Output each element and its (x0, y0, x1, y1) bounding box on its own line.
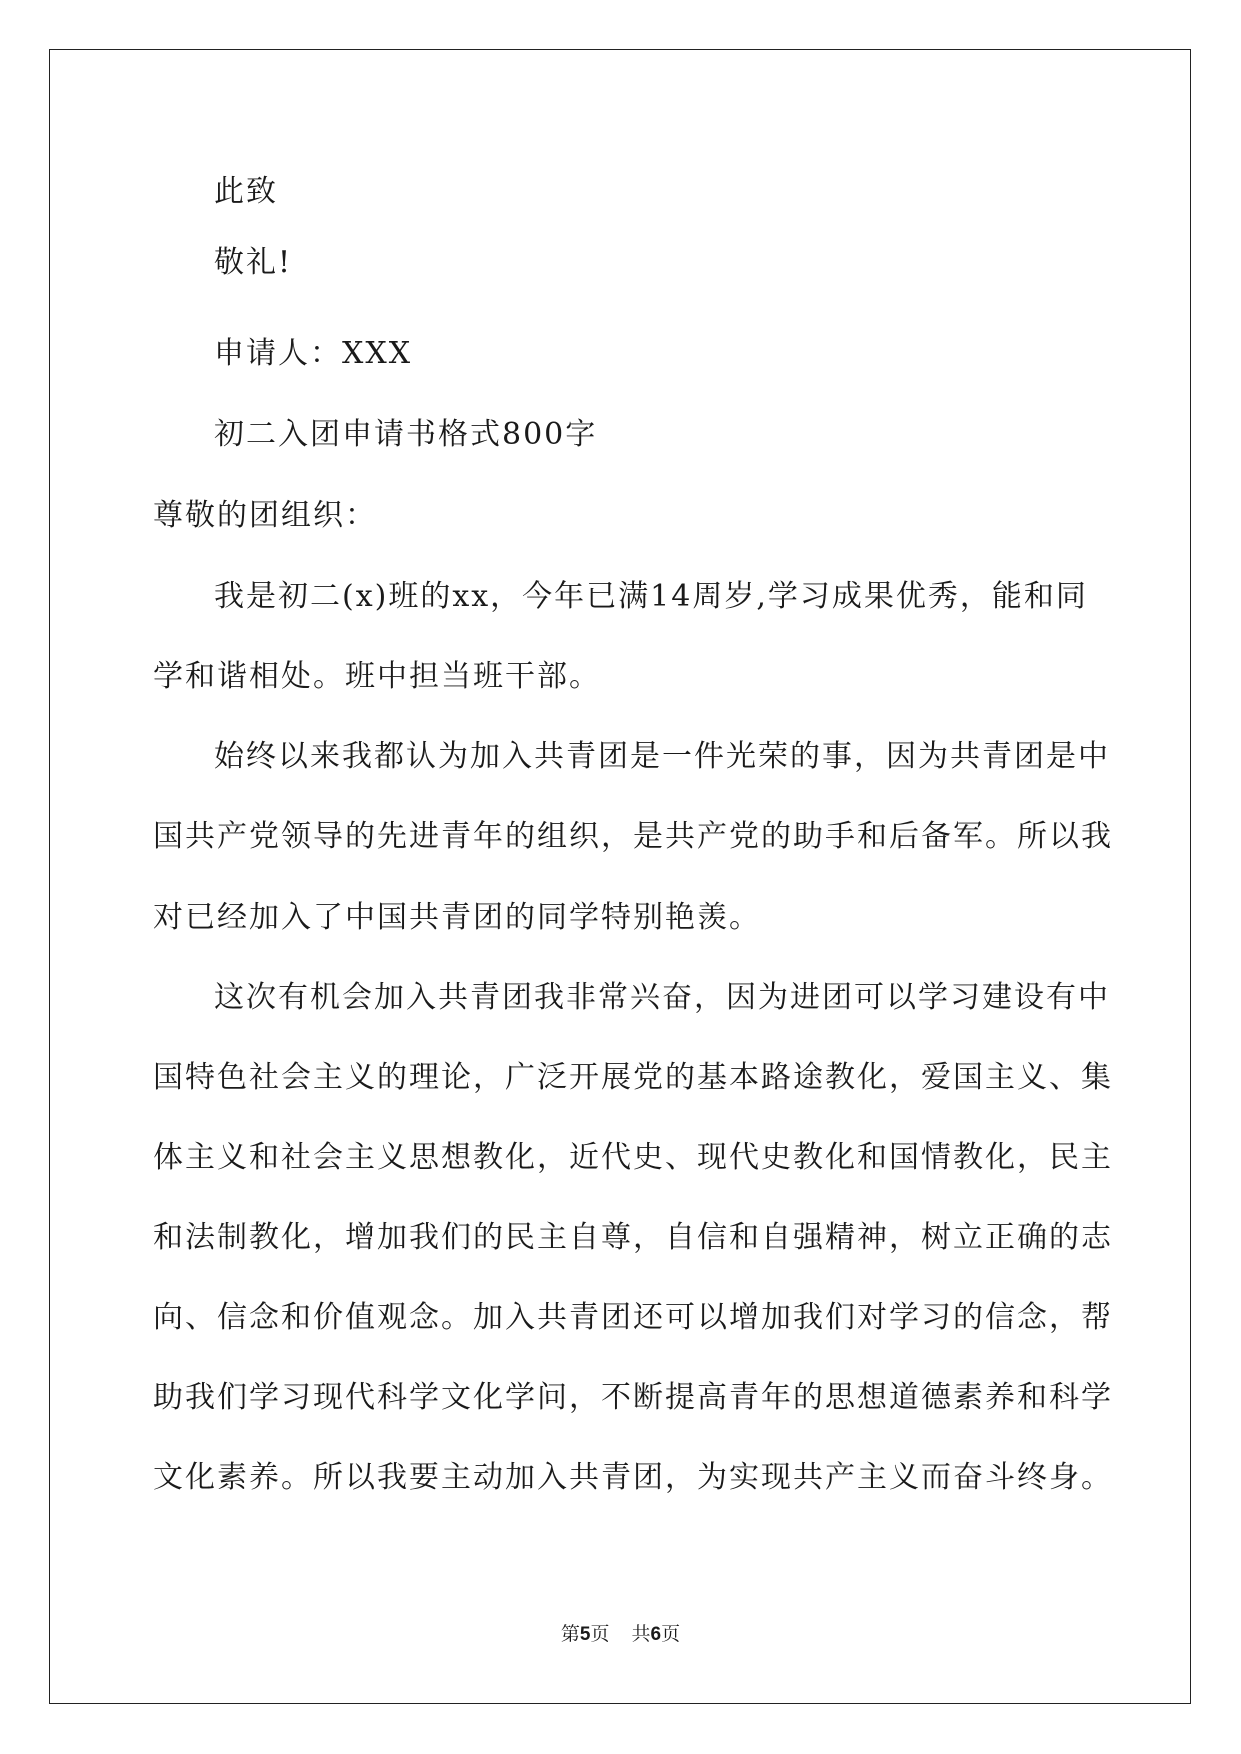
paragraph-3-line-1: 这次有机会加入共青团我非常兴奋，因为进团可以学习建设有中 (214, 980, 1110, 1015)
page-footer (0, 1622, 1241, 1647)
current-page-number: 5 (579, 1624, 591, 1645)
signature-line: 申请人：XXX (214, 336, 413, 371)
paragraph-3-line-3: 体主义和社会主义思想教化，近代史、现代史教化和国情教化，民主 (153, 1140, 1113, 1175)
paragraph-1-line-2: 学和谐相处。班中担当班干部。 (153, 659, 601, 694)
paragraph-3-line-2: 国特色社会主义的理论，广泛开展党的基本路途教化，爱国主义、集 (153, 1060, 1113, 1095)
paragraph-3-line-4: 和法制教化，增加我们的民主自尊，自信和自强精神，树立正确的志 (153, 1220, 1113, 1255)
total-page-number: 6 (650, 1624, 662, 1645)
document-title: 初二入团申请书格式800字 (214, 417, 598, 452)
total-suffix: 页 (661, 1623, 681, 1645)
paragraph-2-line-2: 国共产党领导的先进青年的组织，是共产党的助手和后备军。所以我 (153, 819, 1113, 854)
total-prefix: 共 (631, 1623, 651, 1645)
paragraph-2-line-3: 对已经加入了中国共青团的同学特别艳羡。 (153, 900, 761, 935)
paragraph-3-line-7: 文化素养。所以我要主动加入共青团，为实现共产主义而奋斗终身。 (153, 1460, 1113, 1495)
page-prefix: 第 (560, 1623, 580, 1645)
paragraph-2-line-1: 始终以来我都认为加入共青团是一件光荣的事，因为共青团是中 (214, 739, 1110, 774)
paragraph-1-line-1: 我是初二(x)班的xx，今年已满14周岁,学习成果优秀，能和同 (214, 579, 1088, 614)
page-suffix: 页 (590, 1623, 610, 1645)
page-border (49, 49, 1191, 1704)
closing-line: 此致 (214, 174, 278, 209)
paragraph-3-line-6: 助我们学习现代科学文化学问，不断提高青年的思想道德素养和科学 (153, 1380, 1113, 1415)
paragraph-3-line-5: 向、信念和价值观念。加入共青团还可以增加我们对学习的信念，帮 (153, 1300, 1113, 1335)
salute-line: 敬礼! (214, 245, 293, 280)
greeting-line: 尊敬的团组织： (153, 498, 377, 533)
